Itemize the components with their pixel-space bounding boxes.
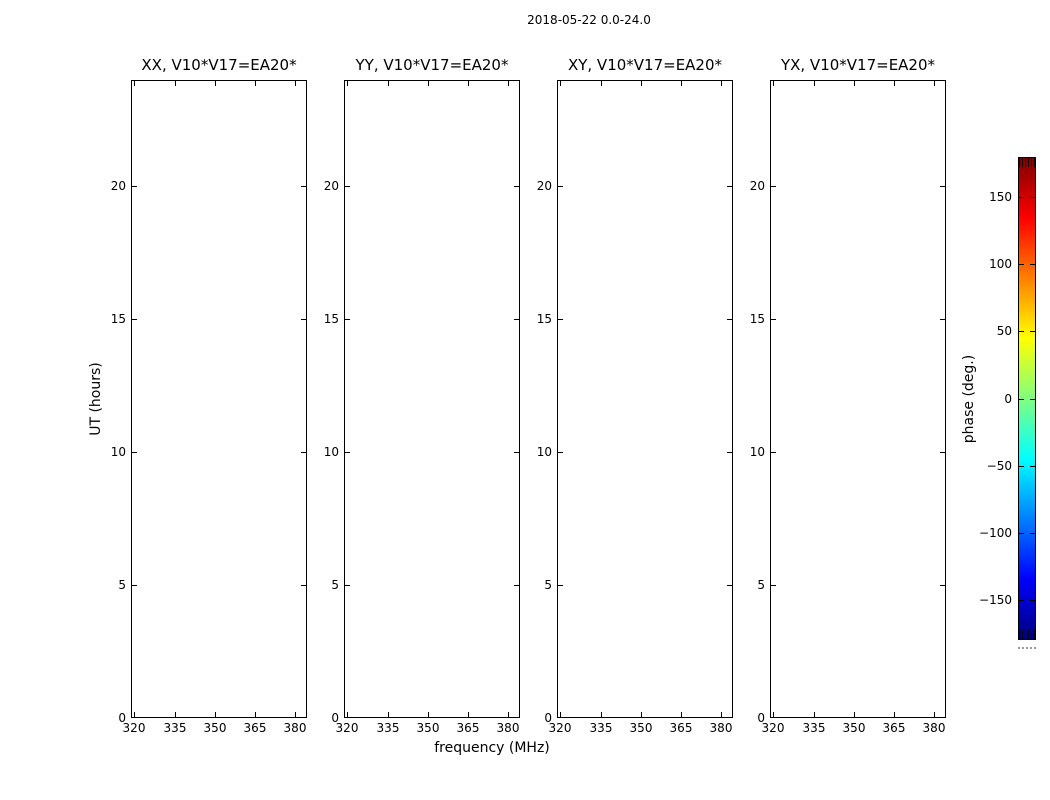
- y-tick-label: 0: [757, 711, 765, 725]
- x-tick-label: 320: [335, 721, 359, 735]
- y-tick-mark: [558, 319, 563, 320]
- x-tick-label: 320: [548, 721, 572, 735]
- y-tick-mark: [940, 585, 945, 586]
- x-tick-label: 380: [922, 721, 946, 735]
- colorbar-tick-label: 150: [989, 190, 1012, 204]
- y-tick-label: 5: [757, 578, 765, 592]
- x-tick-mark: [641, 712, 642, 717]
- colorbar-tick-label: −150: [979, 593, 1012, 607]
- x-tick-label: 350: [842, 721, 866, 735]
- y-tick-mark: [345, 585, 350, 586]
- subplot-yy: [344, 80, 520, 718]
- x-tick-mark: [721, 712, 722, 717]
- colorbar-tick-mark: [1019, 600, 1024, 601]
- x-tick-label: 365: [456, 721, 480, 735]
- x-tick-label: 335: [163, 721, 187, 735]
- y-tick-mark: [771, 585, 776, 586]
- x-tick-mark: [508, 712, 509, 717]
- x-axis-label: frequency (MHz): [434, 740, 550, 756]
- y-tick-label: 5: [118, 578, 126, 592]
- x-tick-mark: [468, 81, 469, 86]
- colorbar-hatch-top: [1019, 158, 1035, 167]
- figure-title: 2018-05-22 0.0-24.0: [527, 13, 651, 27]
- y-tick-mark: [771, 452, 776, 453]
- subplot-title-yy: YY, V10*V17=EA20*: [355, 56, 509, 74]
- y-tick-label: 15: [749, 312, 765, 326]
- x-tick-mark: [601, 712, 602, 717]
- x-tick-mark: [347, 712, 348, 717]
- y-tick-label: 20: [323, 179, 339, 193]
- colorbar-tick-mark: [1019, 399, 1024, 400]
- x-tick-mark: [428, 712, 429, 717]
- x-tick-mark: [215, 81, 216, 86]
- x-tick-label: 320: [122, 721, 146, 735]
- colorbar-tick-label: 50: [996, 324, 1012, 338]
- x-tick-mark: [894, 712, 895, 717]
- x-tick-label: 380: [283, 721, 307, 735]
- x-tick-mark: [854, 81, 855, 86]
- y-tick-mark: [132, 186, 137, 187]
- x-tick-label: 365: [882, 721, 906, 735]
- y-tick-mark: [940, 319, 945, 320]
- x-tick-mark: [773, 712, 774, 717]
- x-tick-mark: [601, 81, 602, 86]
- colorbar-tick-label: −100: [979, 526, 1012, 540]
- x-tick-mark: [681, 712, 682, 717]
- y-tick-label: 10: [749, 445, 765, 459]
- colorbar-tick-mark: [1030, 264, 1035, 265]
- y-tick-label: 15: [110, 312, 126, 326]
- x-tick-label: 350: [416, 721, 440, 735]
- x-tick-label: 350: [203, 721, 227, 735]
- colorbar-tick-label: 0: [1004, 392, 1012, 406]
- x-tick-label: 365: [669, 721, 693, 735]
- x-tick-label: 335: [589, 721, 613, 735]
- colorbar-label: phase (deg.): [961, 354, 977, 444]
- x-tick-mark: [560, 712, 561, 717]
- subplot-yx: [770, 80, 946, 718]
- y-tick-label: 0: [118, 711, 126, 725]
- x-tick-mark: [508, 81, 509, 86]
- x-tick-mark: [934, 81, 935, 86]
- y-tick-label: 20: [536, 179, 552, 193]
- y-tick-mark: [558, 452, 563, 453]
- colorbar-tick-mark: [1030, 197, 1035, 198]
- y-tick-label: 0: [331, 711, 339, 725]
- x-tick-mark: [773, 81, 774, 86]
- x-tick-label: 320: [761, 721, 785, 735]
- x-tick-mark: [934, 712, 935, 717]
- y-tick-label: 10: [536, 445, 552, 459]
- y-tick-mark: [558, 585, 563, 586]
- x-tick-mark: [255, 712, 256, 717]
- x-tick-mark: [388, 81, 389, 86]
- colorbar-tick-mark: [1030, 600, 1035, 601]
- colorbar-tick-mark: [1019, 533, 1024, 534]
- x-tick-mark: [175, 81, 176, 86]
- y-tick-label: 15: [323, 312, 339, 326]
- colorbar-tick-mark: [1019, 197, 1024, 198]
- x-tick-label: 350: [629, 721, 653, 735]
- y-tick-label: 20: [110, 179, 126, 193]
- y-tick-mark: [940, 452, 945, 453]
- colorbar-tick-label: −50: [986, 459, 1012, 473]
- x-tick-label: 335: [376, 721, 400, 735]
- colorbar-tick-mark: [1030, 399, 1035, 400]
- y-tick-label: 20: [749, 179, 765, 193]
- x-tick-label: 380: [496, 721, 520, 735]
- y-axis-label: UT (hours): [88, 362, 104, 436]
- y-tick-mark: [771, 186, 776, 187]
- colorbar-tick-mark: [1019, 331, 1024, 332]
- x-tick-mark: [560, 81, 561, 86]
- x-tick-label: 365: [243, 721, 267, 735]
- x-tick-mark: [814, 81, 815, 86]
- colorbar-tick-mark: [1030, 533, 1035, 534]
- x-tick-mark: [388, 712, 389, 717]
- subplot-title-xx: XX, V10*V17=EA20*: [141, 56, 297, 74]
- y-tick-mark: [940, 186, 945, 187]
- x-tick-mark: [428, 81, 429, 86]
- y-tick-mark: [345, 319, 350, 320]
- y-tick-label: 0: [544, 711, 552, 725]
- colorbar-dotted-edge: [1018, 647, 1036, 649]
- x-tick-label: 335: [802, 721, 826, 735]
- y-tick-label: 10: [110, 445, 126, 459]
- x-tick-mark: [641, 81, 642, 86]
- x-tick-mark: [215, 712, 216, 717]
- y-tick-label: 10: [323, 445, 339, 459]
- subplot-xy: [557, 80, 733, 718]
- x-tick-mark: [134, 712, 135, 717]
- x-tick-mark: [814, 712, 815, 717]
- x-tick-mark: [255, 81, 256, 86]
- colorbar-tick-mark: [1019, 264, 1024, 265]
- colorbar-tick-label: 100: [989, 257, 1012, 271]
- y-tick-mark: [132, 452, 137, 453]
- subplot-xx: [131, 80, 307, 718]
- x-tick-mark: [854, 712, 855, 717]
- x-tick-mark: [347, 81, 348, 86]
- subplot-title-xy: XY, V10*V17=EA20*: [567, 56, 723, 74]
- y-tick-label: 5: [331, 578, 339, 592]
- colorbar-tick-mark: [1030, 331, 1035, 332]
- y-tick-mark: [771, 319, 776, 320]
- x-tick-label: 380: [709, 721, 733, 735]
- subplot-title-yx: YX, V10*V17=EA20*: [780, 56, 936, 74]
- x-tick-mark: [681, 81, 682, 86]
- x-tick-mark: [134, 81, 135, 86]
- y-tick-mark: [345, 452, 350, 453]
- y-tick-label: 15: [536, 312, 552, 326]
- colorbar-tick-mark: [1019, 466, 1024, 467]
- x-tick-mark: [295, 81, 296, 86]
- x-tick-mark: [295, 712, 296, 717]
- x-tick-mark: [894, 81, 895, 86]
- x-tick-mark: [468, 712, 469, 717]
- y-tick-mark: [345, 186, 350, 187]
- x-tick-mark: [175, 712, 176, 717]
- y-tick-mark: [132, 585, 137, 586]
- y-tick-mark: [132, 319, 137, 320]
- x-tick-mark: [721, 81, 722, 86]
- colorbar-tick-mark: [1030, 466, 1035, 467]
- colorbar-hatch-bottom: [1019, 630, 1035, 639]
- y-tick-label: 5: [544, 578, 552, 592]
- y-tick-mark: [558, 186, 563, 187]
